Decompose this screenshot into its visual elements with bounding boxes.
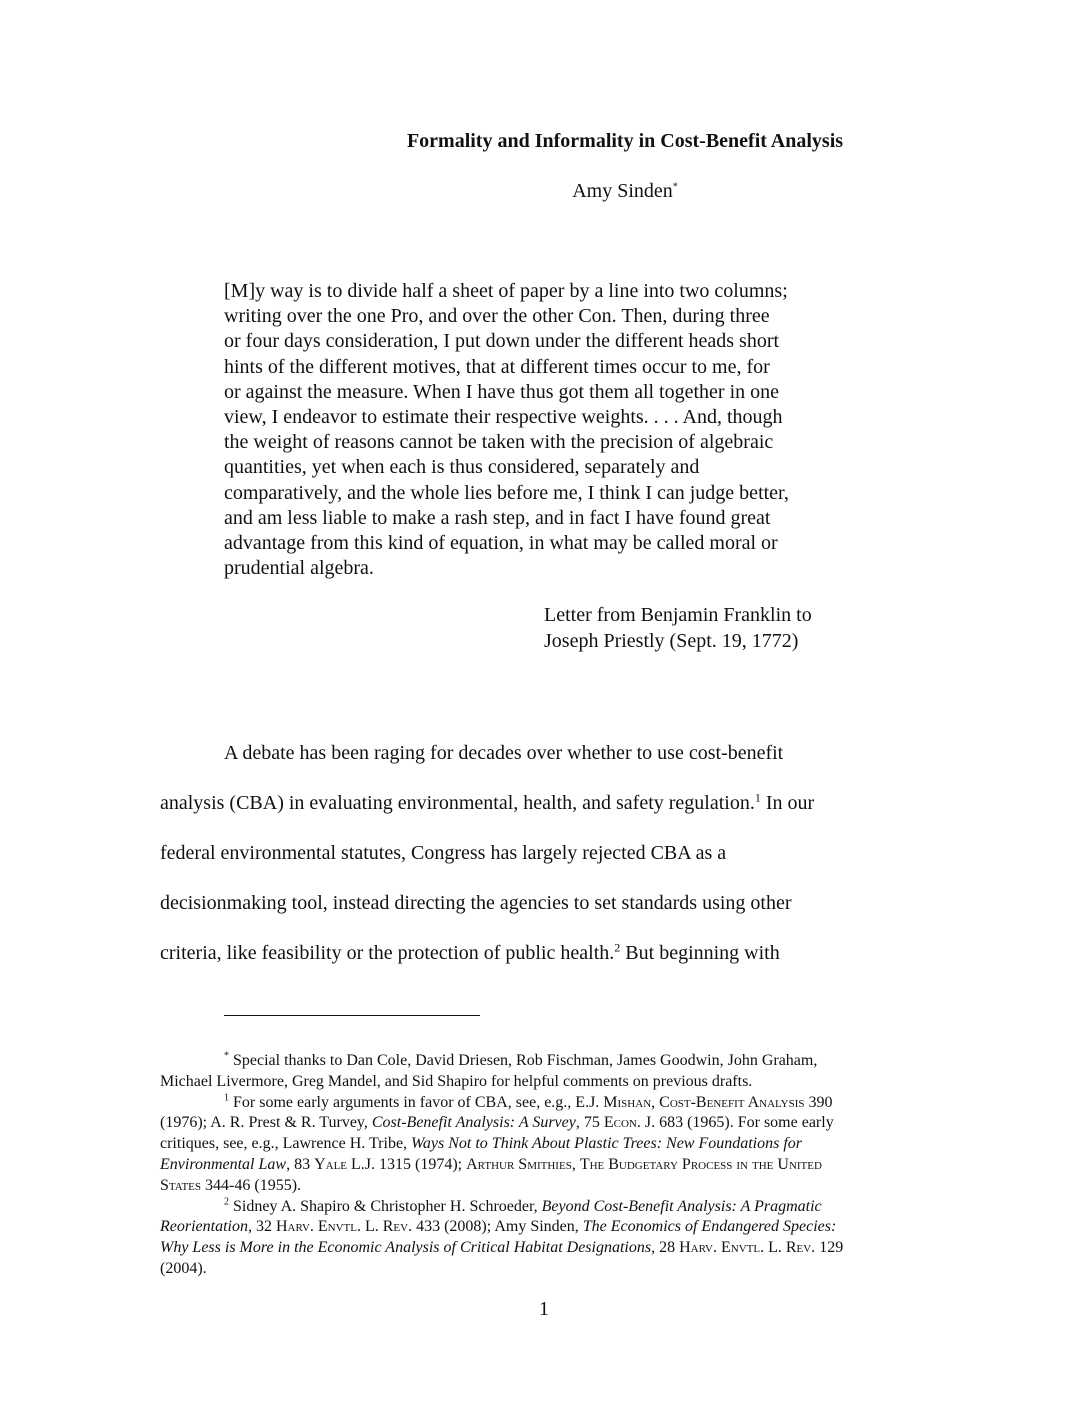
body-line: A debate has been raging for decades over whether to use cost-benefit	[224, 742, 784, 764]
footnote-text: 390	[804, 1093, 833, 1111]
epigraph-quote	[224, 279, 884, 581]
footnote-star-line	[160, 1051, 920, 1072]
epigraph-line: advantage from this kind of equation, in what may be called moral or	[224, 532, 778, 555]
footnote-text: , 28	[651, 1239, 680, 1257]
footnote-italic: Ways Not to Think About Plastic Trees: New Foundations for	[411, 1135, 803, 1153]
footnote-smallcaps: The Budgetary Process in the United	[579, 1155, 822, 1173]
author-footnote-marker: *	[672, 181, 678, 193]
body-line-text: But beginning with	[620, 942, 780, 964]
epigraph-line: and am less liable to make a rash step, and in fact I have found great	[224, 506, 771, 529]
footnote-text: 129	[815, 1239, 844, 1257]
epigraph-line: or four days consideration, I put down under the different heads short	[224, 330, 780, 353]
footnote-italic: Environmental Law	[160, 1155, 287, 1173]
footnote-1-line	[160, 1134, 920, 1155]
footnote-separator	[224, 1015, 480, 1016]
footnote-ref-1[interactable]: 1	[754, 790, 761, 805]
paper-title: Formality and Informality in Cost-Benefit Analysis	[406, 130, 844, 152]
footnote-italic: Why Less is More in the Economic Analysis of Critical Habitat Designations	[160, 1239, 652, 1257]
body-line-text: criteria, like feasibility or the protection of public health.	[160, 942, 615, 964]
footnote-text: L.J. 1315 (1974);	[347, 1155, 467, 1173]
footnote-text: ,	[571, 1155, 580, 1173]
author-line	[160, 178, 1088, 204]
footnote-smallcaps: Yale	[314, 1155, 348, 1173]
body-line: decisionmaking tool, instead directing the agencies to set standards using other	[160, 892, 792, 914]
epigraph-line: comparatively, and the whole lies before me, I think I can judge better,	[224, 481, 789, 504]
body-line-text: analysis (CBA) in evaluating environmental, health, and safety regulation.	[160, 792, 755, 814]
body-line	[160, 928, 920, 978]
footnote-2-line: (2004).	[160, 1259, 207, 1277]
footnote-smallcaps: Arthur Smithies	[466, 1155, 572, 1173]
footnote-2-line	[160, 1238, 920, 1259]
footnote-italic: Cost-Benefit Analysis: A Survey	[371, 1114, 576, 1132]
footnote-2-line	[160, 1197, 920, 1218]
body-line-text: In our	[760, 792, 815, 814]
footnote-text: 344-46 (1955).	[201, 1176, 302, 1194]
footnote-star-line: Michael Livermore, Greg Mandel, and Sid Shapiro for helpful comments on previous drafts.	[160, 1072, 753, 1090]
attribution-line: Joseph Priestly (Sept. 19, 1772)	[544, 629, 799, 652]
footnote-text: Sidney A. Shapiro & Christopher H. Schroeder,	[229, 1197, 542, 1215]
body-line	[160, 778, 920, 828]
footnote-marker: 2	[224, 1196, 229, 1208]
footnote-marker: 1	[224, 1092, 229, 1104]
epigraph-line: hints of the different motives, that at different times occur to me, for	[224, 355, 770, 378]
footnote-ref-2[interactable]: 2	[614, 940, 621, 955]
footnote-smallcaps: Econ	[603, 1114, 637, 1132]
body-paragraph	[160, 728, 920, 978]
footnote-text: (1976); A. R. Prest & R. Turvey,	[160, 1114, 372, 1132]
epigraph-line: quantities, yet when each is thus considered, separately and	[224, 456, 700, 479]
epigraph-line: prudential algebra.	[224, 557, 374, 580]
page-number: 1	[539, 1298, 549, 1320]
footnote-text: critiques, see, e.g., Lawrence H. Tribe,	[160, 1135, 412, 1153]
footnote-text: Special thanks to Dan Cole, David Driesen, Rob Fischman, James Goodwin, John Graham,	[229, 1052, 818, 1069]
attribution-line: Letter from Benjamin Franklin to	[544, 604, 812, 626]
footnote-italic: Beyond Cost-Benefit Analysis: A Pragmatic	[541, 1197, 822, 1215]
epigraph-line: [M]y way is to divide half a sheet of paper by a line into two columns;	[224, 280, 788, 302]
footnote-1-line	[160, 1093, 920, 1114]
footnote-text: , 83	[286, 1155, 315, 1173]
epigraph-line: the weight of reasons cannot be taken with the precision of algebraic	[224, 431, 774, 454]
footnote-italic: Reorientation	[160, 1218, 248, 1236]
footnote-italic: The Economics of Endangered Species:	[582, 1218, 837, 1236]
footnote-1-line	[160, 1113, 920, 1134]
footnote-smallcaps: Mishan	[603, 1093, 652, 1111]
epigraph-line: writing over the one Pro, and over the other Con. Then, during three	[224, 305, 770, 328]
footnote-text: For some early arguments in favor of CBA, see, e.g., E.J.	[229, 1093, 604, 1111]
footnote-smallcaps: Cost-Benefit Analysis	[659, 1093, 805, 1111]
footnote-2-line	[160, 1217, 920, 1238]
author-name: Amy Sinden	[572, 180, 673, 202]
footnote-text: . J. 683 (1965). For some early	[636, 1114, 834, 1132]
epigraph-line: or against the measure. When I have thus got them all together in one	[224, 380, 780, 403]
footnote-text: , 32	[247, 1218, 276, 1236]
footnote-1-line	[160, 1155, 920, 1176]
footnote-smallcaps: Harv. Envtl. L. Rev.	[679, 1239, 816, 1257]
footnote-marker: *	[224, 1050, 229, 1062]
footnote-text: ,	[651, 1093, 660, 1111]
footnote-smallcaps: Harv. Envtl. L. Rev.	[275, 1218, 413, 1236]
footnote-smallcaps: States	[160, 1176, 202, 1194]
epigraph-attribution	[544, 603, 884, 654]
footnotes	[160, 1051, 920, 1280]
footnote-1-line	[160, 1176, 920, 1197]
body-line: federal environmental statutes, Congress has largely rejected CBA as a	[160, 842, 727, 864]
footnote-text: , 75	[575, 1114, 604, 1132]
epigraph-line: view, I endeavor to estimate their respective weights. . . . And, though	[224, 406, 783, 429]
footnote-text: 433 (2008); Amy Sinden,	[412, 1218, 583, 1236]
